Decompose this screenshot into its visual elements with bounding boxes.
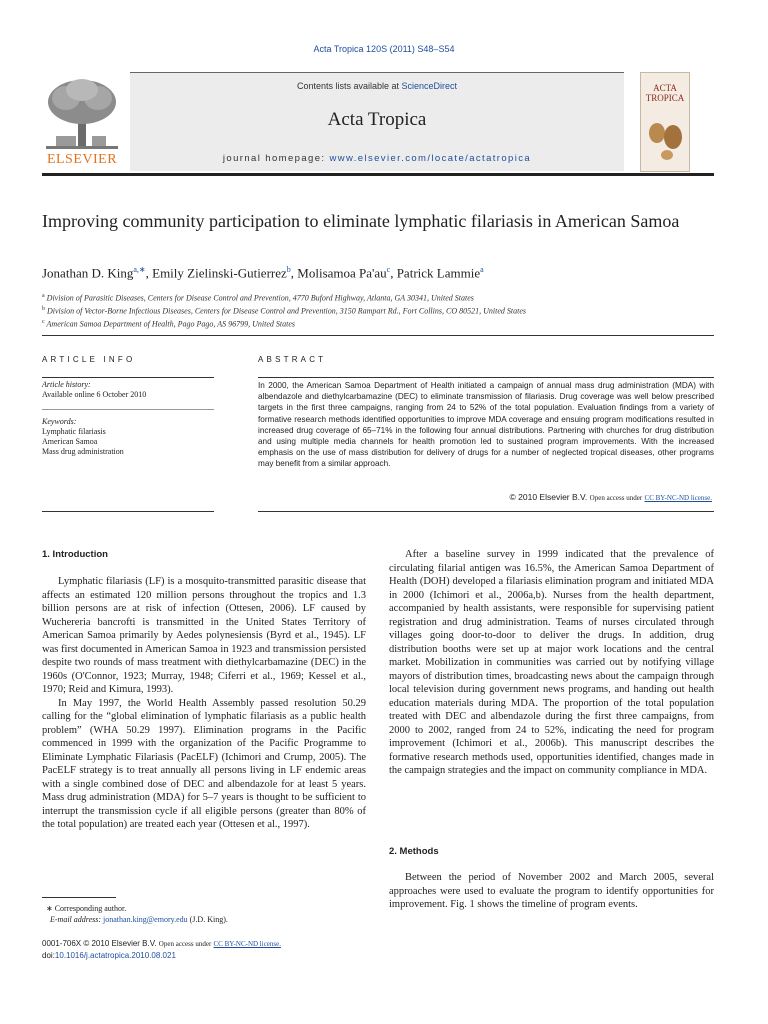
affiliation: $^c$ American Samoa Department of Health, Pago Pago, AS 96799, United States xyxy=(42,319,296,329)
affiliations xyxy=(42,291,722,330)
homepage-line: journal homepage: www.elsevier.com/locate/actatropica xyxy=(222,153,532,164)
email-link[interactable]: jonathan.king@emory.edu xyxy=(103,915,188,924)
article-title: Improving community participation to eliminate lymphatic filariasis in American Samoa xyxy=(42,211,680,231)
keyword: American Samoa xyxy=(42,437,98,446)
journal-citation: Acta Tropica 120S (2011) S48–S54 xyxy=(313,44,455,54)
keyword: Mass drug administration xyxy=(42,447,124,456)
author-affiliation-mark[interactable]: b xyxy=(286,265,291,274)
methods-text xyxy=(389,871,714,912)
paragraph: Between the period of November 2002 and March 2005, several approaches were used to evaluate the program to identify opportunities for improvement. Fig. 1 shows the timeline of program events. xyxy=(389,872,714,910)
doi-link[interactable]: 10.1016/j.actatropica.2010.08.021 xyxy=(54,951,176,960)
cover-map-icon xyxy=(645,117,685,163)
paragraph: Lymphatic filariasis (LF) is a mosquito-transmitted parasitic disease that affects an estimated 120 million persons throughout the tropics and 1.3 billion persons are at risk of infection (Ottesen, 2006). LF caused by Wuchereria bancrofti is transmitted in the United States Territory of American Samoa primarily by Aedes polynesiensis (Byrd et al., 1945). LF was first documented in American Samoa in 1923 and transmission persisted despite two rounds of mass treatment with diethylcarbamazine (DEC) in the 1960s (O'Connor, 1923; Murray, 1948; Ciferri et al., 1969; Kessel et al., 1970; Reid and Kimura, 1993). xyxy=(42,576,366,695)
article-info-bottom-rule xyxy=(42,511,214,512)
journal-banner xyxy=(130,72,624,171)
masthead xyxy=(42,72,714,176)
paragraph: After a baseline survey in 1999 indicated that the prevalence of circulating filarial antigen was 16.5%, the American Samoa Department of Health (DOH) developed a filariasis elimination program and initiated MDA in 2000 (Ichimori et al., 2006a,b). Nurses from the health department, accompanied by health assistants, were responsible for supervising patient registration and drug administration. Teams of nurses circulated through villages going door-to-door to deliver the drugs. In addition, drug distribution booths were set up at major work locations and the central market. Mobilization in communities was carried out by notifying village mayors of distribution times, broadcasting news about the campaign through local television during government news programs, and handing out health education materials during MDA. The proportion of the total population treated with DEC and albendazole during the first three campaigns, from 2000 to 2002, ranged from 24 to 52%, indicating the need for program improvement (Ichimori et al., 2006b). This manuscript describes the formative research methods used, opportunities identified, changes made in the campaign strategies and the impact on community compliance in MDA. xyxy=(389,549,714,776)
abstract-heading: ABSTRACT xyxy=(258,355,327,364)
author: Jonathan D. King xyxy=(42,265,134,281)
paragraph: In May 1997, the World Health Assembly passed resolution 50.29 calling for the “global elimination of lymphatic filariasis as a public health problem” (WHA 50.29 1997). Elimination programs in the Pacific commenced in 1999 with the organization of the Pacific Programme to Eliminate Lymphatic Filariasis (PacELF) (Ichimori and Crump, 2005). The PacELF strategy is to treat annually all persons living in LF endemic areas with a single combined dose of DEC and albendazole for at least 5 years. Mass drug administration (MDA) for 5–7 years is thought to be sufficient to interrupt the transmission cycle if all eligible persons (greater than 80% of the total population) are treated each year (Ottesen et al., 1997). xyxy=(42,697,366,830)
methods-heading: 2. Methods xyxy=(389,846,439,857)
keyword: Lymphatic filariasis xyxy=(42,427,106,436)
introduction-heading: 1. Introduction xyxy=(42,549,108,560)
keywords-block: Keywords: Lymphatic filariasis American Samoa Mass drug administration xyxy=(42,417,214,457)
license-link[interactable]: CC BY-NC-ND license. xyxy=(213,940,281,948)
author: Patrick Lammie xyxy=(396,265,481,281)
journal-name: Acta Tropica xyxy=(327,109,427,130)
article-info-heading: ARTICLE INFO xyxy=(42,355,136,364)
issn-line: 0001-706X © 2010 Elsevier B.V. Open access under CC BY-NC-ND license. doi:10.1016/j.actatropica.2010.08.021 xyxy=(42,939,281,960)
author-affiliation-mark[interactable]: a xyxy=(480,265,484,274)
sciencedirect-link[interactable]: ScienceDirect xyxy=(401,81,458,91)
abstract-text: In 2000, the American Samoa Department of Health initiated a campaign of annual mass drug administration (MDA) with albendazole and diethylcarbamazine (DEC) to eliminate transmission of filariasis. Drug coverage was well below prescribed targets in the first three campaigns, ranging from 24 to 52% of the total population. Evaluation findings from a variety of formative research methods identified opportunities to improve MDA coverage and ensuing program modifications resulted in increased drug coverage of 65–71% in the following four annual distributions. Partnering with churches for drug distribution and using multiple media channels for health promotion led to sustained program improvements. With the increased emphasis on the use of mass distribution for delivery of drugs for a number of neglected tropical diseases, other programs may benefit from a similar approach. xyxy=(258,381,714,469)
footnotes: ∗ Corresponding author. E-mail address: jonathan.king@emory.edu (J.D. King). xyxy=(46,904,228,924)
affiliation: $^a$ Division of Parasitic Diseases, Centers for Disease Control and Prevention, 4770 Buford Highway, Atlanta, GA 30341, United States xyxy=(42,293,474,303)
abstract-rule xyxy=(258,377,714,378)
publisher-name: ELSEVIER xyxy=(46,152,118,167)
author: Emily Zielinski-Gutierrez xyxy=(152,265,287,281)
affiliation: $^b$ Division of Vector-Borne Infectious Diseases, Centers for Disease Control and Prevention, 3150 Rampart Rd., Fort Collins, CO 80521, United States xyxy=(42,306,526,316)
article-history: Article history: Available online 6 October 2010 xyxy=(42,380,147,399)
footnote-rule xyxy=(42,897,116,898)
license-link[interactable]: CC BY-NC-ND license. xyxy=(644,494,712,502)
header-divider xyxy=(42,335,714,336)
author: Molisamoa Pa'au xyxy=(297,265,387,281)
journal-cover-thumbnail xyxy=(640,72,690,172)
abstract-bottom-rule xyxy=(258,511,714,512)
author-affiliation-mark[interactable]: c xyxy=(386,265,391,274)
left-column-text xyxy=(42,575,366,832)
abstract-copyright: © 2010 Elsevier B.V. Open access under CC BY-NC-ND license. xyxy=(509,492,712,502)
masthead-rule xyxy=(42,173,714,176)
homepage-link[interactable]: www.elsevier.com/locate/actatropica xyxy=(329,153,532,164)
author-list: Jonathan D. King$^{a,∗}$, Emily Zielinski-Gutierrez$^b$, Molisamoa $Pa'au^c$, Patrick Lammie$^a$ xyxy=(42,265,484,281)
article-info-rule xyxy=(42,377,214,378)
article-info-subrule xyxy=(42,409,214,410)
right-column-text xyxy=(389,548,714,778)
contents-line: Contents lists available at ScienceDirect xyxy=(296,81,458,91)
cover-title: ACTA TROPICA xyxy=(645,83,685,103)
author-affiliation-mark[interactable]: a,∗ xyxy=(133,265,146,274)
